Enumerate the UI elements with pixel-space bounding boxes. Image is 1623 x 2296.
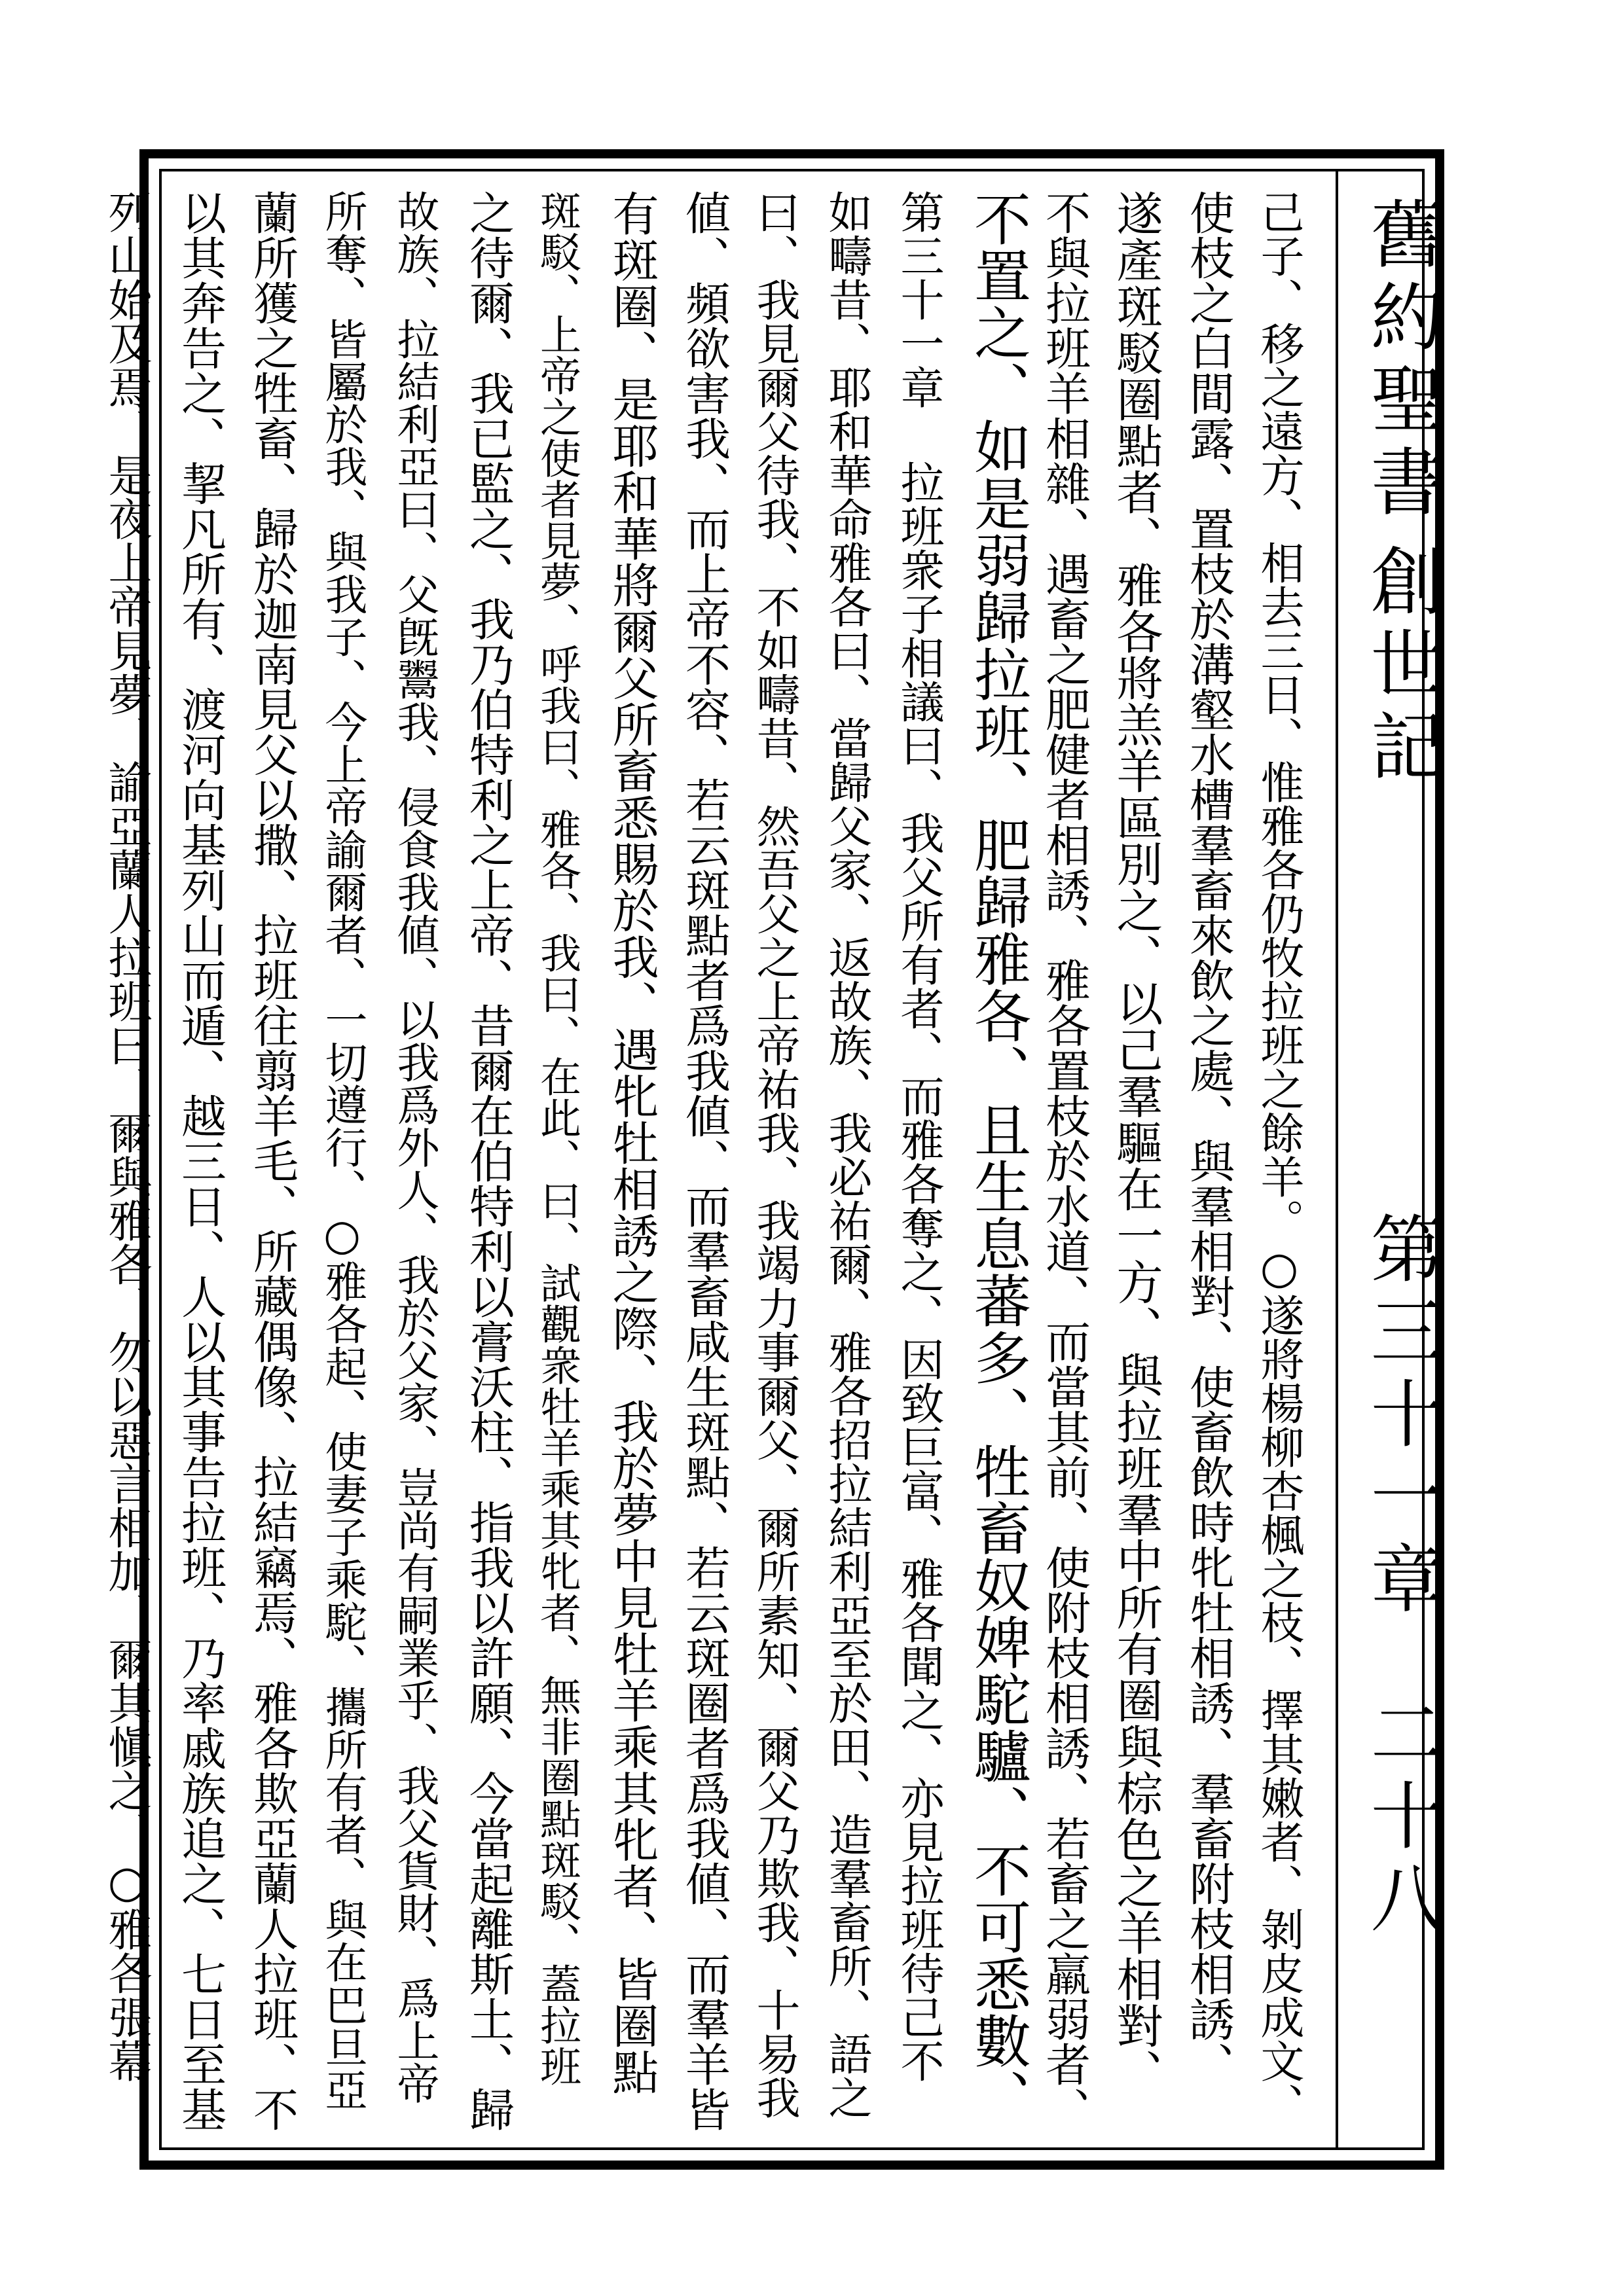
text-column: 遂產斑駁圈點者、雅各將羔羊區別之、以己羣驅在一方、與拉班羣中所有圈與棕色之羊相對、 — [1109, 190, 1163, 2095]
text-column: 之待爾、我已監之、我乃伯特利之上帝、昔爾在伯特利以膏沃柱、指我以許願、今當起離斯土、歸 — [462, 190, 514, 2132]
text-column: 第三十一章 拉班衆子相議曰、我父所有者、而雅各奪之、因致巨富、雅各聞之、亦見拉班待己不 — [894, 190, 945, 2083]
text-column: 使枝之白間露、置枝於溝壑水槽羣畜來飲之處、與羣相對、使畜飲時牝牡相誘、羣畜附枝相誘、 — [1182, 190, 1234, 2087]
text-column: 己子、移之遠方、相去三日、惟雅各仍牧拉班之餘羊。○遂將楊柳杏楓之枝、擇其嫩者、剝皮成文、 — [1254, 190, 1305, 2126]
text-column: 不置之、如是弱歸拉班、肥歸雅各、且生息蕃多、牲畜奴婢駝驢、不可悉數、 — [964, 190, 1031, 2126]
text-column: 不與拉班羊相雜、遇畜之肥健者相誘、雅各置枝於水道、而當其前、使附枝相誘、若畜之羸弱者、 — [1038, 190, 1090, 2132]
text-column: 蘭所獲之牲畜、歸於迦南見父以撒、拉班往翦羊毛、所藏偶像、拉結竊焉、雅各欺亞蘭人拉班、不 — [246, 190, 298, 2132]
text-column: 斑駁、上帝之使者見夢、呼我曰、雅各、我曰、在此、曰、試觀衆牡羊乘其牝者、無非圈點斑駁、蓋拉班 — [534, 190, 581, 2087]
text-column: 列山始及焉、是夜上帝見夢、諭亞蘭人拉班曰、爾與雅各、勿以惡言相加、爾其愼之、○雅各張幕 — [101, 190, 153, 2083]
chapter-title: 第三十一章 — [1359, 1211, 1444, 1623]
text-column: 曰、我見爾父待我、不如疇昔、然吾父之上帝祐我、我竭力事爾父、爾所素知、爾父乃欺我、十易我 — [750, 190, 801, 2119]
book-title: 舊約聖書 — [1359, 196, 1444, 526]
text-column: 如疇昔、耶和華命雅各曰、當歸父家、返故族、我必祐爾、雅各招拉結利亞至於田、造羣畜所、語之 — [822, 190, 873, 2119]
text-column: 所奪、皆屬於我、與我子、今上帝諭爾者、一切遵行、○雅各起、使妻子乘駝、攜所有者、與在巴旦亞 — [318, 190, 367, 2111]
header-divider — [1336, 171, 1338, 2147]
text-column: 以其奔告之、挈凡所有、渡河向基列山而遁、越三日、人以其事告拉班、乃率戚族追之、七日至基 — [173, 190, 226, 2132]
text-column: 故族、拉結利亞曰、父旣鬻我、侵食我値、以我爲外人、我於父家、豈尚有嗣業乎、我父貨財、爲上帝 — [390, 190, 439, 2104]
text-column: 有斑圈、是耶和華將爾父所畜悉賜於我、遇牝牡相誘之際、我於夢中見牡羊乘其牝者、皆圈點 — [605, 190, 659, 2095]
page-number: 二十八 — [1359, 1695, 1444, 1943]
section-title: 創世記 — [1359, 543, 1444, 791]
text-column: 値、頻欲害我、而上帝不容、若云斑點者爲我値、而羣畜咸生斑點、若云斑圈者爲我値、而羣羊皆 — [678, 190, 730, 2132]
